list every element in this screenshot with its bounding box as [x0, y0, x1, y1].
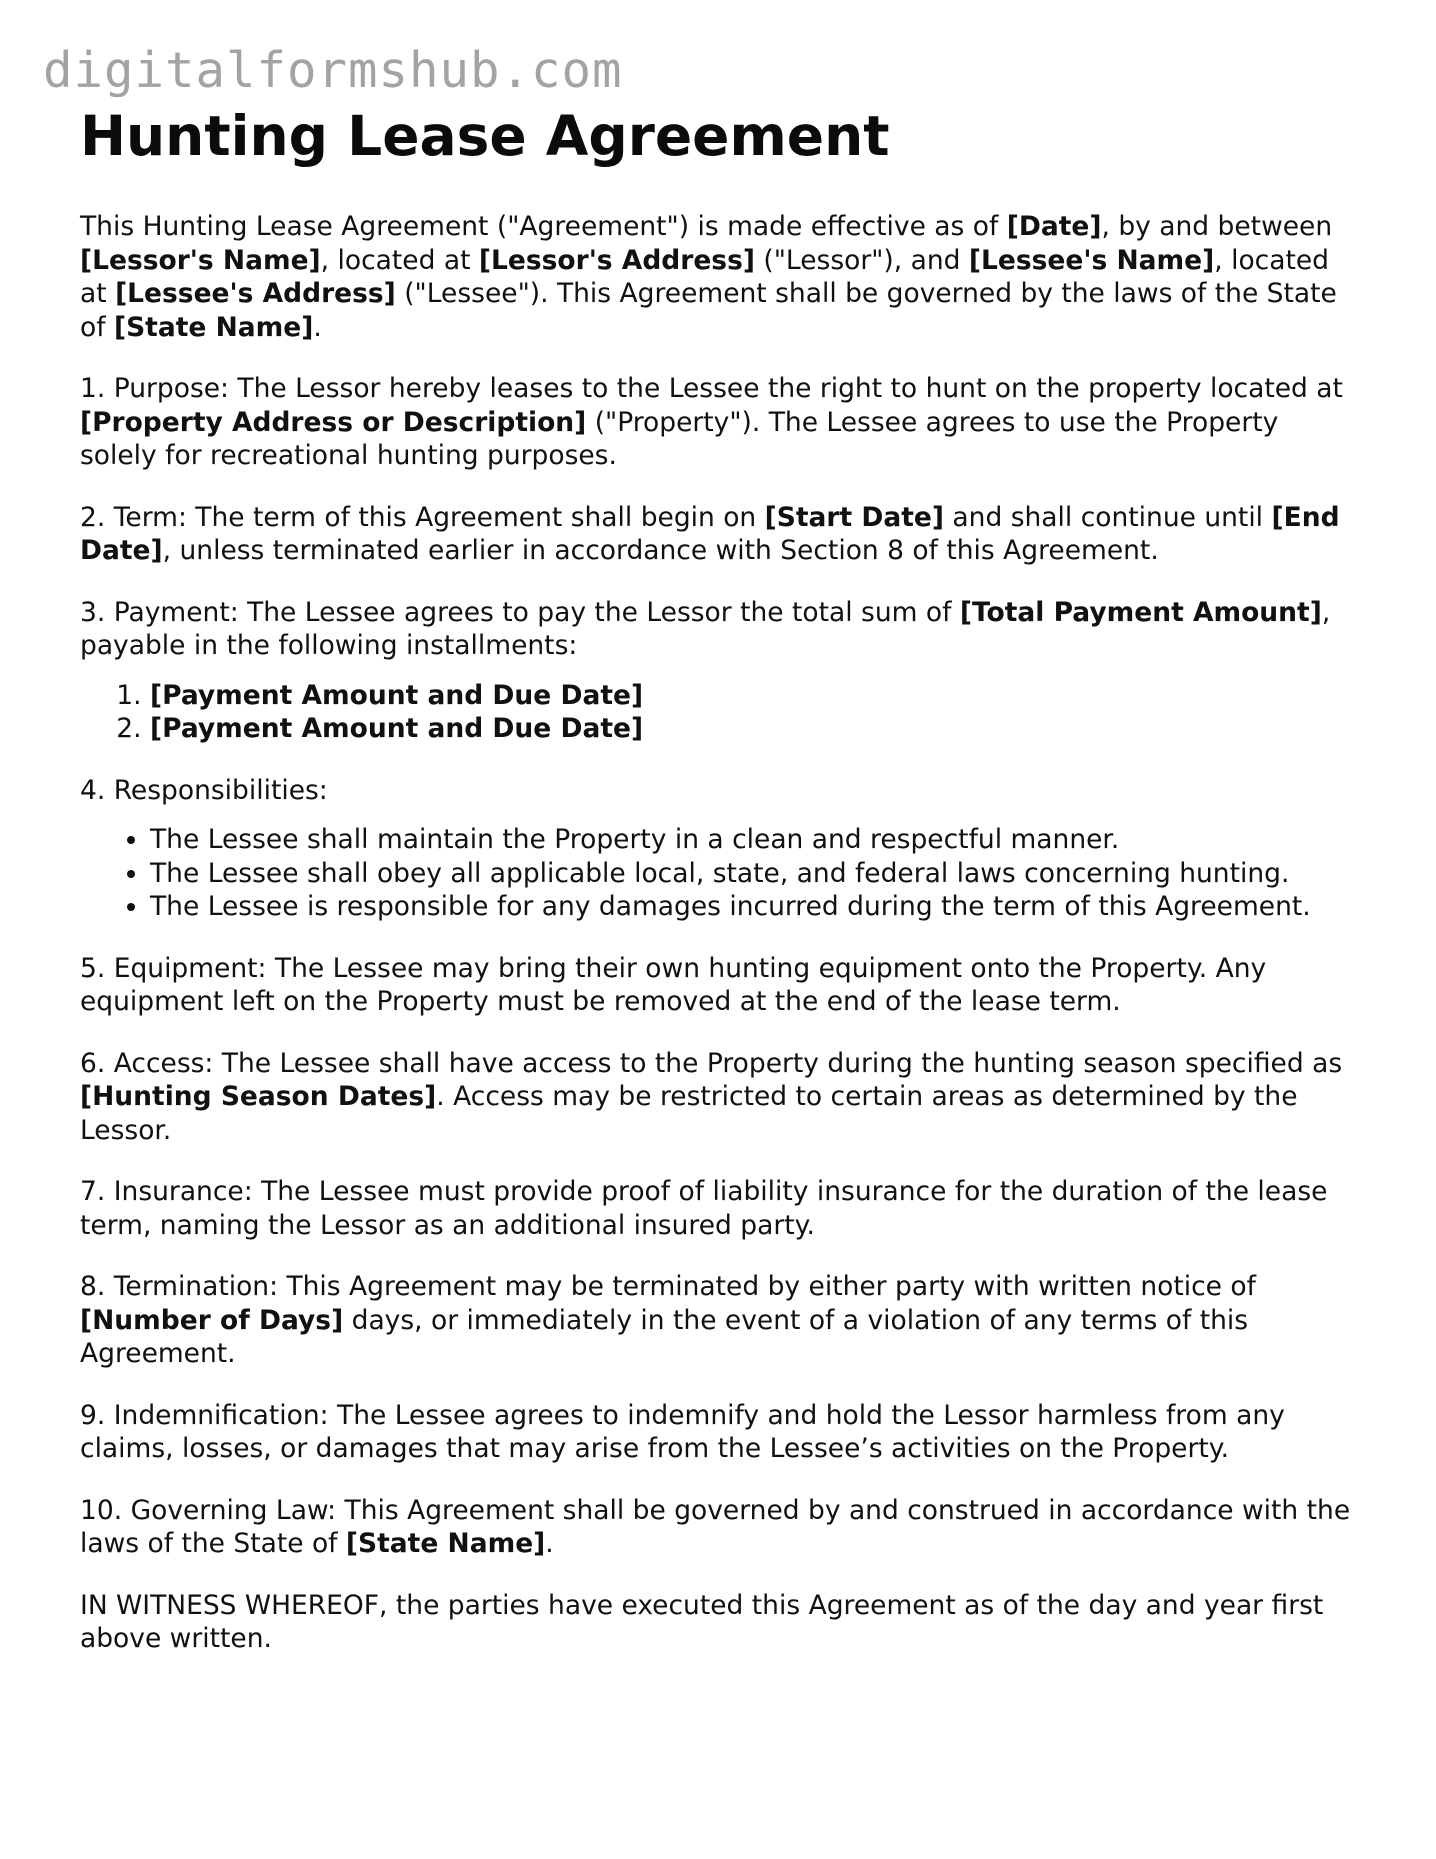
placeholder-number-of-days: [Number of Days]: [80, 1304, 344, 1336]
list-item: • The Lessee shall obey all applicable local, state, and federal laws concerning hunting.: [150, 857, 1360, 891]
list-item: • The Lessee shall maintain the Property in a clean and respectful manner.: [150, 823, 1360, 857]
section-access: [80, 1047, 1360, 1148]
placeholder-lessee-name: [Lessee's Name]: [968, 244, 1215, 276]
list-item: [150, 679, 1360, 713]
term-text: and shall continue until: [944, 501, 1272, 533]
governing-law-text: 10. Governing Law: This Agreement shall be governed by and construed in accordance with the laws of the State of: [80, 1494, 1351, 1559]
placeholder-lessee-address: [Lessee's Address]: [115, 278, 396, 309]
intro-text: .: [313, 311, 322, 343]
intro-text: ("Lessor"), and: [754, 244, 969, 276]
document-page: [80, 96, 1360, 1684]
placeholder-hunting-season: [Hunting Season Dates]: [80, 1081, 437, 1112]
purpose-text: ("Property"). The Lessee agrees to use the Property solely for recreational hunting purposes.: [80, 406, 1279, 471]
section-term: [80, 501, 1360, 568]
placeholder-end-date: [End Date]: [80, 501, 1340, 566]
witness-clause: IN WITNESS WHEREOF, the parties have executed this Agreement as of the day and year first above written.: [80, 1589, 1324, 1654]
section-insurance: 7. Insurance: The Lessee must provide proof of liability insurance for the duration of the lease term, naming the Lessor as an additional insured party.: [80, 1176, 1328, 1241]
payment-text: , payable in the following installments:: [80, 596, 1331, 661]
placeholder-lessor-name: [Lessor's Name]: [80, 244, 321, 276]
governing-law-text: .: [545, 1528, 554, 1559]
section-governing-law: [80, 1494, 1360, 1561]
placeholder-installment: [Payment Amount and Due Date]: [150, 713, 644, 744]
intro-text: ("Lessee"). This Agreement shall be governed by the laws of the State of: [80, 278, 1337, 343]
intro-text: This Hunting Lease Agreement ("Agreement") is made effective as of: [80, 211, 1007, 242]
intro-paragraph: [80, 210, 1360, 344]
intro-text: , located at: [320, 244, 479, 276]
section-termination: [80, 1270, 1360, 1371]
term-text: , unless terminated earlier in accordance with Section 8 of this Agreement.: [162, 535, 1159, 566]
placeholder-date: [Date]: [1006, 211, 1102, 242]
access-text: . Access may be restricted to certain areas as determined by the Lessor.: [80, 1081, 1298, 1146]
termination-text: 8. Termination: This Agreement may be terminated by either party with written notice of: [80, 1271, 1256, 1302]
placeholder-state-name: [State Name]: [345, 1528, 546, 1559]
placeholder-lessor-address: [Lessor's Address]: [478, 244, 755, 276]
section-payment: [80, 596, 1360, 663]
section-indemnification: 9. Indemnification: The Lessee agrees to indemnify and hold the Lessor harmless from any claims, losses, or damages that may arise from the Lessee’s activities on the Property.: [80, 1399, 1285, 1464]
payment-text: 3. Payment: The Lessee agrees to pay the Lessor the total sum of: [80, 596, 960, 628]
responsibilities-list: [80, 823, 1360, 924]
term-text: 2. Term: The term of this Agreement shall begin on: [80, 501, 765, 533]
section-responsibilities-heading: 4. Responsibilities:: [80, 774, 328, 806]
placeholder-start-date: [Start Date]: [764, 501, 944, 533]
placeholder-installment: [Payment Amount and Due Date]: [150, 679, 644, 711]
intro-text: , located at: [80, 244, 1329, 309]
placeholder-total-payment: [Total Payment Amount]: [959, 596, 1322, 628]
watermark: digitalformshub.com: [43, 42, 623, 99]
purpose-text: 1. Purpose: The Lessor hereby leases to the Lessee the right to hunt on the property located at: [80, 373, 1343, 404]
termination-text: days, or immediately in the event of a violation of any terms of this Agreement.: [80, 1304, 1249, 1369]
intro-text: , by and between: [1101, 211, 1333, 242]
placeholder-property: [Property Address or Description]: [80, 406, 587, 438]
installment-list: [80, 679, 1360, 746]
section-equipment: 5. Equipment: The Lessee may bring their own hunting equipment onto the Property. Any equipment left on the Property must be removed at the end of the lease term.: [80, 952, 1267, 1017]
section-purpose: [80, 372, 1360, 473]
list-item: • The Lessee is responsible for any damages incurred during the term of this Agreement.: [150, 890, 1360, 924]
placeholder-state-name: [State Name]: [113, 311, 314, 343]
access-text: 6. Access: The Lessee shall have access to the Property during the hunting season specified as: [80, 1047, 1343, 1079]
document-title: Hunting Lease Agreement: [80, 104, 890, 168]
list-item: [150, 712, 1360, 746]
